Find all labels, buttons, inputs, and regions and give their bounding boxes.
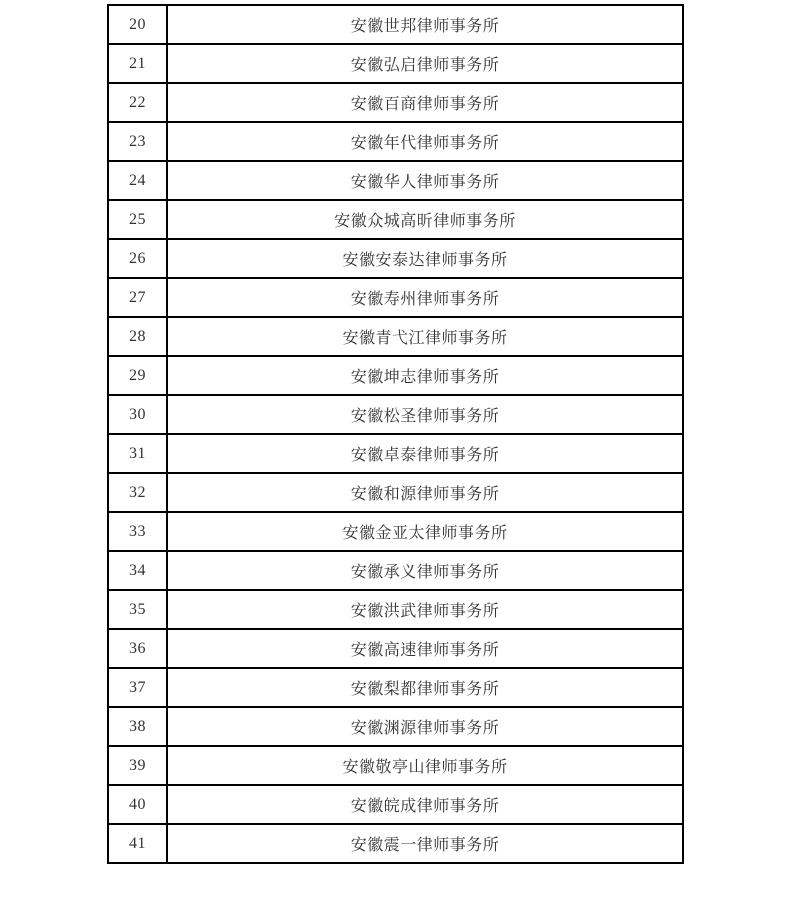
row-number-cell: 40 [108, 785, 167, 824]
firm-name-cell: 安徽震一律师事务所 [167, 824, 683, 863]
row-number-cell: 36 [108, 629, 167, 668]
row-number-cell: 33 [108, 512, 167, 551]
row-number-cell: 30 [108, 395, 167, 434]
firm-name-cell: 安徽世邦律师事务所 [167, 5, 683, 44]
table-row [108, 317, 683, 356]
table-row [108, 356, 683, 395]
firm-name-cell: 安徽松圣律师事务所 [167, 395, 683, 434]
firm-name-cell: 安徽坤志律师事务所 [167, 356, 683, 395]
table-row [108, 629, 683, 668]
table-row [108, 122, 683, 161]
table-row [108, 707, 683, 746]
row-number-cell: 28 [108, 317, 167, 356]
table-row [108, 785, 683, 824]
firm-name-cell: 安徽年代律师事务所 [167, 122, 683, 161]
table-row [108, 590, 683, 629]
firm-name-cell: 安徽弘启律师事务所 [167, 44, 683, 83]
row-number-cell: 39 [108, 746, 167, 785]
table-row [108, 239, 683, 278]
row-number-cell: 24 [108, 161, 167, 200]
row-number-cell: 27 [108, 278, 167, 317]
firm-name-cell: 安徽华人律师事务所 [167, 161, 683, 200]
row-number-cell: 41 [108, 824, 167, 863]
row-number-cell: 29 [108, 356, 167, 395]
firm-name-cell: 安徽众城高昕律师事务所 [167, 200, 683, 239]
row-number-cell: 20 [108, 5, 167, 44]
table-row [108, 5, 683, 44]
table-row [108, 161, 683, 200]
firm-name-cell: 安徽洪武律师事务所 [167, 590, 683, 629]
table-row [108, 278, 683, 317]
law-firm-table-body [108, 5, 683, 863]
firm-name-cell: 安徽和源律师事务所 [167, 473, 683, 512]
firm-name-cell: 安徽皖成律师事务所 [167, 785, 683, 824]
firm-name-cell: 安徽寿州律师事务所 [167, 278, 683, 317]
row-number-cell: 26 [108, 239, 167, 278]
row-number-cell: 23 [108, 122, 167, 161]
row-number-cell: 25 [108, 200, 167, 239]
row-number-cell: 31 [108, 434, 167, 473]
firm-name-cell: 安徽百商律师事务所 [167, 83, 683, 122]
row-number-cell: 38 [108, 707, 167, 746]
firm-name-cell: 安徽梨都律师事务所 [167, 668, 683, 707]
firm-name-cell: 安徽青弋江律师事务所 [167, 317, 683, 356]
row-number-cell: 22 [108, 83, 167, 122]
row-number-cell: 21 [108, 44, 167, 83]
table-row [108, 473, 683, 512]
table-row [108, 83, 683, 122]
table-row [108, 512, 683, 551]
table-row [108, 200, 683, 239]
firm-name-cell: 安徽高速律师事务所 [167, 629, 683, 668]
firm-name-cell: 安徽渊源律师事务所 [167, 707, 683, 746]
row-number-cell: 37 [108, 668, 167, 707]
firm-name-cell: 安徽安泰达律师事务所 [167, 239, 683, 278]
row-number-cell: 34 [108, 551, 167, 590]
table-row [108, 746, 683, 785]
table-row [108, 668, 683, 707]
firm-name-cell: 安徽承义律师事务所 [167, 551, 683, 590]
table-row [108, 395, 683, 434]
table-row [108, 434, 683, 473]
table-row [108, 551, 683, 590]
row-number-cell: 32 [108, 473, 167, 512]
firm-name-cell: 安徽金亚太律师事务所 [167, 512, 683, 551]
table-row [108, 44, 683, 83]
law-firm-table [107, 4, 684, 864]
row-number-cell: 35 [108, 590, 167, 629]
firm-name-cell: 安徽敬亭山律师事务所 [167, 746, 683, 785]
firm-name-cell: 安徽卓泰律师事务所 [167, 434, 683, 473]
table-row [108, 824, 683, 863]
